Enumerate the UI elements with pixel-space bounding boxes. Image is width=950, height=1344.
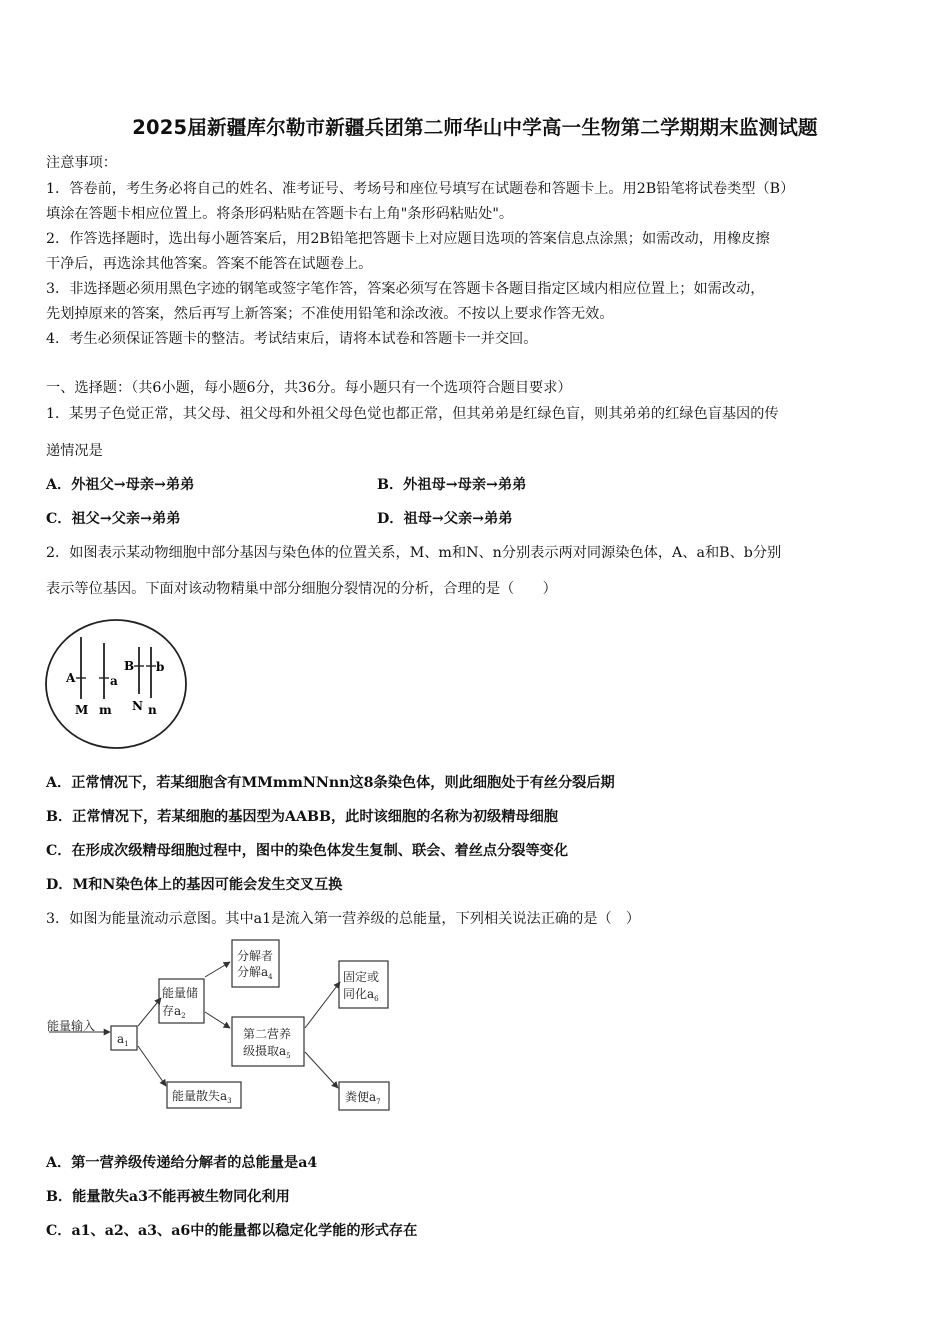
decomposer-label-line1: 分解者: [237, 949, 274, 963]
gene-A-label: A: [66, 671, 76, 685]
chromosome-m-label: m: [99, 703, 112, 717]
fixed-label-line1: 固定或: [343, 970, 380, 984]
svg-text:存a2: [162, 1004, 186, 1020]
q1-option-a: A．外祖父→母亲→弟弟: [46, 477, 195, 493]
decomposer-subscript: 4: [268, 973, 273, 981]
q2-stem-cont: 表示等位基因。下面对该动物精巢中部分细胞分裂情况的分析，合理的是（ ）: [46, 581, 557, 597]
storage-label-line2: 存a: [162, 1004, 182, 1018]
gene-b-label: b: [156, 660, 165, 674]
q3-option-a: A．第一营养级传递给分解者的总能量是a4: [46, 1155, 318, 1171]
q2-option-c: C．在形成次级精母细胞过程中，图中的染色体发生复制、联会、着丝点分裂等变化: [46, 843, 569, 859]
q2-stem: 2．如图表示某动物细胞中部分基因与染色体的位置关系，M、m和N、n分别表示两对同源染色体，A、a和B、b分别: [46, 545, 782, 561]
box-second-level: [232, 1017, 304, 1066]
q1-stem-cont: 递情况是: [46, 443, 103, 459]
fixed-label-line2: 同化a: [343, 987, 375, 1001]
notice-line: 2．作答选择题时，选出每小题答案后，用2B铅笔把答题卡上对应题目选项的答案信息点涂黑；如需改动，用橡皮擦: [46, 231, 770, 247]
svg-text:级摄取a5: [243, 1043, 291, 1060]
svg-text:a1: [117, 1032, 129, 1048]
decomposer-label-line2: 分解a: [237, 965, 269, 979]
arrow-storage-to-second: [205, 1012, 230, 1028]
feces-label: 粪便a: [345, 1090, 377, 1104]
arrow-storage-to-decomposer: [205, 962, 230, 977]
svg-text:分解a4: [237, 964, 273, 981]
q1-option-d: D．祖母→父亲→弟弟: [377, 511, 513, 527]
energy-flow-diagram: [44, 934, 404, 1118]
q3-option-c: C．a1、a2、a3、a6中的能量都以稳定化学能的形式存在: [46, 1223, 418, 1239]
svg-text:粪便a7: [345, 1089, 381, 1106]
notice-line: 1．答卷前，考生务必将自己的姓名、准考证号、考场号和座位号填写在试题卷和答题卡上。用2B铅笔将试卷类型（B）: [46, 181, 795, 197]
arrow-second-to-fixed: [305, 982, 340, 1028]
a1-subscript: 1: [124, 1040, 129, 1048]
arrow-a1-to-storage: [138, 998, 161, 1026]
q3-stem: 3．如图为能量流动示意图。其中a1是流入第一营养级的总能量，下列相关说法正确的是（ ）: [46, 911, 641, 927]
feces-subscript: 7: [376, 1098, 381, 1106]
notice-line: 先划掉原来的答案，然后再写上新答案；不准使用铅笔和涂改液。不按以上要求作答无效。: [46, 306, 614, 322]
arrow-a1-to-loss: [138, 1046, 166, 1086]
notice-line: 4．考生必须保证答题卡的整洁。考试结束后，请将本试卷和答题卡一并交回。: [46, 331, 538, 347]
storage-label-line1: 能量储: [162, 986, 199, 1000]
gene-B-label: B: [124, 659, 135, 673]
arrow-second-to-feces: [305, 1052, 338, 1088]
second-level-label-line1: 第二营养: [243, 1027, 292, 1041]
input-label: 能量输入: [47, 1019, 96, 1033]
chromosome-figure: [44, 617, 190, 751]
loss-subscript: 3: [227, 1097, 232, 1105]
a1-label: a: [117, 1032, 125, 1046]
second-level-label-line2: 级摄取a: [243, 1044, 287, 1058]
q2-option-d: D．M和N染色体上的基因可能会发生交叉互换: [46, 877, 343, 893]
notice-line: 3．非选择题必须用黑色字迹的钢笔或签字笔作答，答案必须写在答题卡各题目指定区域内相应位置上；如需改动，: [46, 281, 765, 297]
q1-option-b: B．外祖母→母亲→弟弟: [377, 477, 527, 493]
svg-text:同化a6: [343, 987, 379, 1003]
notice-line: 干净后，再选涂其他答案。答案不能答在试题卷上。: [46, 256, 373, 272]
section-heading: 一、选择题：（共6小题，每小题6分，共36分。每小题只有一个选项符合题目要求）: [46, 380, 572, 396]
chromosome-n-label: n: [148, 703, 157, 717]
q1-stem: 1．某男子色觉正常，其父母、祖父母和外祖父母色觉也都正常，但其弟弟是红绿色盲，则其弟弟的红绿色盲基因的传: [46, 406, 779, 422]
gene-a-label: a: [110, 674, 118, 688]
second-level-subscript: 5: [286, 1052, 291, 1060]
svg-text:能量散失a3: [172, 1088, 232, 1105]
notice-heading: 注意事项：: [46, 155, 117, 171]
q3-option-b: B．能量散失a3不能再被生物同化利用: [46, 1189, 290, 1205]
exam-title: 2025届新疆库尔勒市新疆兵团第二师华山中学高一生物第二学期期末监测试题: [132, 116, 818, 139]
fixed-subscript: 6: [374, 995, 379, 1003]
storage-subscript: 2: [181, 1012, 186, 1020]
loss-label: 能量散失a: [172, 1089, 228, 1103]
chromosome-M-label: M: [75, 703, 89, 717]
q1-option-c: C．祖父→父亲→弟弟: [46, 511, 181, 527]
q2-option-b: B．正常情况下，若某细胞的基因型为AABB，此时该细胞的名称为初级精母细胞: [46, 809, 558, 825]
chromosome-N-label: N: [132, 699, 143, 713]
notice-line: 填涂在答题卡相应位置上。将条形码粘贴在答题卡右上角"条形码粘贴处"。: [46, 206, 514, 222]
q2-option-a: A．正常情况下，若某细胞含有MMmmNNnn这8条染色体，则此细胞处于有丝分裂后期: [46, 775, 615, 791]
